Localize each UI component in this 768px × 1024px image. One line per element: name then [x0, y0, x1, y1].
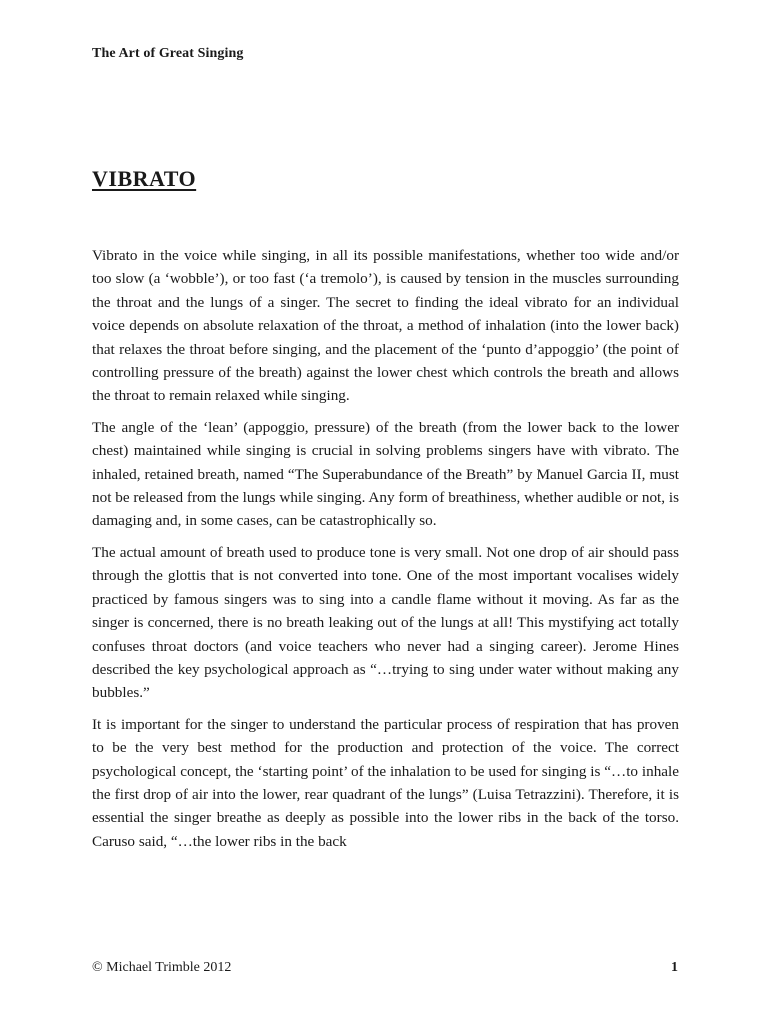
document-title: VIBRATO: [92, 166, 197, 191]
body-text: [92, 244, 679, 861]
footer-copyright: © Michael Trimble 2012: [92, 960, 232, 975]
paragraph-3: The actual amount of breath used to produce tone is very small. Not one drop of air should pass through the glottis that is not converted into tone. One of the most important vocalises widely practiced by famous singers was to sing into a candle flame without it moving. As far as the singer is concerned, there is no breath leaking out of the lungs at all! This mystifying act totally confuses throat doctors (and voice teachers who never had a singing career). Jerome Hines described the key psychological approach as “…trying to sing under water without making any bubbles.”: [92, 543, 679, 702]
paragraph-2: The angle of the ‘lean’ (appoggio, pressure) of the breath (from the lower back to the lower chest) maintained while singing is crucial in solving problems singers have with vibrato. The inhaled, retained breath, named “The Superabundance of the Breath” by Manuel Garcia II, must not be released from the lungs while singing. Any form of breathiness, whether audible or not, is damaging and, in some cases, can be catastrophically so.: [92, 418, 679, 530]
running-header: The Art of Great Singing: [92, 46, 244, 61]
paragraph-4: It is important for the singer to understand the particular process of respiration that has proven to be the very best method for the production and protection of the voice. The correct psychological concept, the ‘starting point’ of the inhalation to be used for singing is “…to inhale the first drop of air into the lower, rear quadrant of the lungs” (Luisa Tetrazzini). Therefore, it is essential the singer breathe as deeply as possible into the lower ribs in the back of the torso. Caruso said, “…the lower ribs in the back: [92, 715, 679, 850]
page-number: 1: [671, 960, 678, 975]
paragraph-1: Vibrato in the voice while singing, in all its possible manifestations, whether too wide and/or too slow (a ‘wobble’), or too fast (‘a tremolo’), is caused by tension in the muscles surrounding the throat and the lungs of a singer. The secret to finding the ideal vibrato for an individual voice depends on absolute relaxation of the throat, a method of inhalation (into the lower back) that relaxes the throat before singing, and the placement of the ‘punto d’appoggio’ (the point of controlling pressure of the breath) against the lower chest which controls the breath and allows the throat to remain relaxed while singing.: [92, 247, 679, 405]
